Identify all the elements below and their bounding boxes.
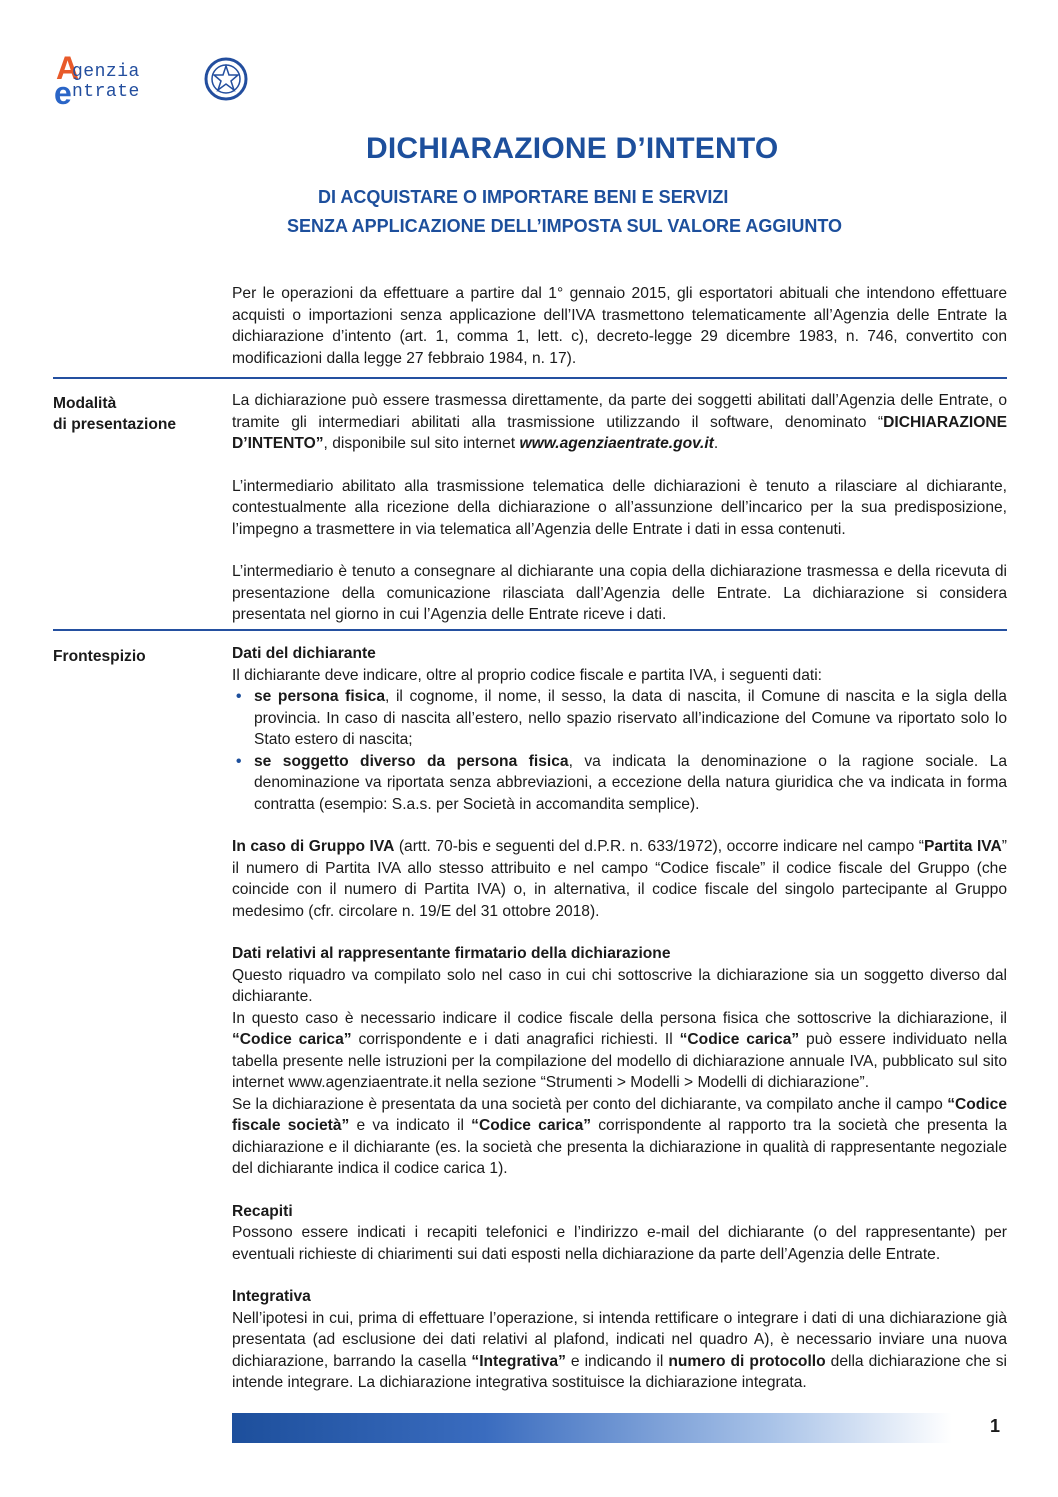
document-title: DICHIARAZIONE D’INTENTO — [366, 132, 779, 165]
intro-paragraph: Per le operazioni da effettuare a partire dal 1° gennaio 2015, gli esportatori abituali che intendono effettuare acquisti o importazioni senza applicazione dell’IVA trasmettono telematicamente all’Agenzia delle Entrate la dichiarazione d’intento (art. 1, comma 1, lett. c), decreto-legge 29 dicembre 1983, n. 746, convertito con modificazioni dalla legge 27 febbraio 1984, n. 17). — [232, 285, 1007, 367]
logo-word-genzia: genzia — [72, 62, 140, 82]
text: ” il numero di Partita IVA allo stesso attribuito e nel campo “Codice fiscale” il codice fiscale del Gruppo (che coincide con il numero di Partita IVA) o, in alternativa, il codice fiscale del singolo partecipante al Gruppo medesimo (cfr. circolare n. 19/E del 31 ottobre 2018). — [232, 838, 1007, 920]
heading-text: Dati del dichiarante — [232, 645, 376, 662]
text: e va indicato il — [349, 1117, 472, 1134]
section-divider — [53, 629, 1007, 631]
text: Nell’ipotesi in cui, prima di effettuare l’operazione, si intenda rettificare o integrare i dati di una dichiarazione già presentata (ad esclusione dei dati relativi al plafond, indicati nel quadro A), è necessario inviare una nuova dichiarazione, barrando la casella — [232, 1309, 1007, 1370]
logo-letter-e: e — [54, 75, 72, 111]
section-label-modalita — [53, 393, 223, 435]
document-subtitle-line2: SENZA APPLICAZIONE DELL’IMPOSTA SUL VALORE AGGIUNTO — [287, 216, 843, 236]
heading-text: Dati relativi al rappresentante firmatario della dichiarazione — [232, 945, 671, 962]
section-label-line: Modalità — [53, 395, 117, 412]
page-number: 1 — [990, 1416, 1001, 1436]
subheading-recapiti — [232, 1201, 1007, 1223]
bold-text: se soggetto diverso da persona fisica — [254, 752, 569, 770]
bold-text: “Codice carica” — [679, 1031, 800, 1048]
heading-text: Integrativa — [232, 1288, 311, 1305]
text: , disponibile sul sito internet — [323, 435, 520, 452]
subheading-dati-dichiarante — [232, 643, 1007, 665]
software-name: DICHIARAZIONE D’INTENTO” — [232, 413, 1007, 452]
rappresentante-paragraph-3 — [232, 1094, 1007, 1180]
bold-text: “Codice carica” — [471, 1117, 592, 1134]
logo-letter-a: A — [56, 50, 80, 86]
text: In questo caso è necessario indicare il codice fiscale della persona fisica che sottoscrive la dichiarazione, il — [232, 1009, 1007, 1027]
footer-gradient-bar — [232, 1413, 952, 1443]
rappresentante-paragraph-1: Questo riquadro va compilato solo nel caso in cui chi sottoscrive la dichiarazione sia un soggetto diverso dal dichiarante. — [232, 966, 1007, 1005]
text: , va indicata la denominazione o la ragione sociale. La denominazione va riportata senza abbreviazioni, a eccezione della natura giuridica che va indicata in forma contratta (esempio: S.a.s. per Società in accomandita semplice). — [254, 752, 1007, 813]
modalita-section — [232, 390, 1007, 626]
text: corrispondente al rapporto tra la società che presenta la dichiarazione e il dichiarante (es. la società che presenta la dichiarazione in qualità di rappresentante negoziale del dichiarante indica il codice carica 1). — [232, 1117, 1007, 1177]
text: Se la dichiarazione è presentata da una società per conto del dichiarante, va compilato anche il campo — [232, 1095, 948, 1113]
modalita-paragraph-2: L’intermediario abilitato alla trasmissione telematica delle dichiarazioni è tenuto a rilasciare al dichiarante, contestualmente alla ricezione della dichiarazione o all’assunzione dell’incarico per la sua predisposizione, l’impegno a trasmettere in via telematica all’Agenzia delle Entrate i dati in essa contenuti. — [232, 477, 1007, 538]
logo-word-ntrate: ntrate — [72, 82, 140, 102]
bullet-persona-fisica — [232, 686, 1007, 751]
bullet-soggetto-diverso — [232, 751, 1007, 816]
modalita-paragraph-3: L’intermediario è tenuto a consegnare al dichiarante una copia della dichiarazione trasmessa e della ricevuta di presentazione della comunicazione rilasciata dall’Agenzia delle Entrate. La dichiarazione si considera presentata nel giorno in cui l’Agenzia delle Entrate riceve i dati. — [232, 563, 1007, 623]
text: corrispondente e i dati anagrafici richiesti. Il — [351, 1031, 680, 1048]
heading-text: Recapiti — [232, 1202, 293, 1220]
modalita-paragraph-1 — [232, 390, 1007, 455]
text: . — [713, 435, 719, 452]
text: della dichiarazione che si intende integrare. La dichiarazione integrativa sostituisce la dichiarazione integrata. — [232, 1352, 1007, 1391]
bold-text: “Integrativa” — [471, 1352, 566, 1370]
bold-text: numero di protocollo — [668, 1352, 826, 1370]
text: e indicando il — [565, 1352, 669, 1370]
dati-intro: Il dichiarante deve indicare, oltre al proprio codice fiscale e partita IVA, i seguenti dati: — [232, 666, 822, 684]
rappresentante-paragraph-2 — [232, 1008, 1007, 1094]
section-label-frontespizio: Frontespizio — [53, 648, 146, 665]
frontespizio-section — [232, 643, 1007, 1394]
bold-text: Partita IVA — [923, 838, 1002, 855]
gruppo-iva-paragraph — [232, 836, 1007, 922]
bold-text: “Codice fiscale società” — [232, 1095, 1007, 1134]
text: , il cognome, il nome, il sesso, la data di nascita, il Comune di nascita e la sigla della provincia. In caso di nascita all’estero, nello spazio riservato all’indicazione del Comune va riportato solo lo Stato estero di nascita; — [254, 688, 1007, 748]
text: può essere individuato nella tabella presente nelle istruzioni per la compilazione del modello di dichiarazione annuale IVA, pubblicato sul sito internet www.agenziaentrate.it nella sezione “Strumenti > Modelli > Modelli di dichiarazione”. — [232, 1031, 1008, 1091]
document-subtitle-line1: DI ACQUISTARE O IMPORTARE BENI E SERVIZI — [318, 187, 729, 207]
republic-emblem-icon — [203, 56, 249, 102]
text: La dichiarazione può essere trasmessa direttamente, da parte dei soggetti abilitati dall’Agenzia delle Entrate, o tramite gli intermediari abilitati alla trasmissione utilizzando il software, denominato “ — [232, 392, 1007, 431]
integrativa-paragraph — [232, 1308, 1007, 1394]
subheading-integrativa — [232, 1286, 1007, 1308]
website-link[interactable]: www.agenziaentrate.gov.it — [519, 435, 714, 452]
recapiti-paragraph: Possono essere indicati i recapiti telefonici e l’indirizzo e-mail del dichiarante (o del rappresentante) per eventuali richieste di chiarimenti sui dati esposti nella dichiarazione da parte dell’Agenzia delle Entrate. — [232, 1224, 1007, 1263]
agenzia-entrate-logo — [50, 52, 265, 112]
subheading-rappresentante — [232, 943, 1007, 965]
bold-text: In caso di Gruppo IVA — [232, 838, 395, 855]
bold-text: se persona fisica — [254, 688, 386, 705]
section-label-line: di presentazione — [53, 416, 177, 433]
bold-text: “Codice carica” — [232, 1031, 352, 1048]
section-divider — [53, 377, 1007, 379]
text: (artt. 70-bis e seguenti del d.P.R. n. 633/1972), occorre indicare nel campo “ — [394, 838, 924, 855]
